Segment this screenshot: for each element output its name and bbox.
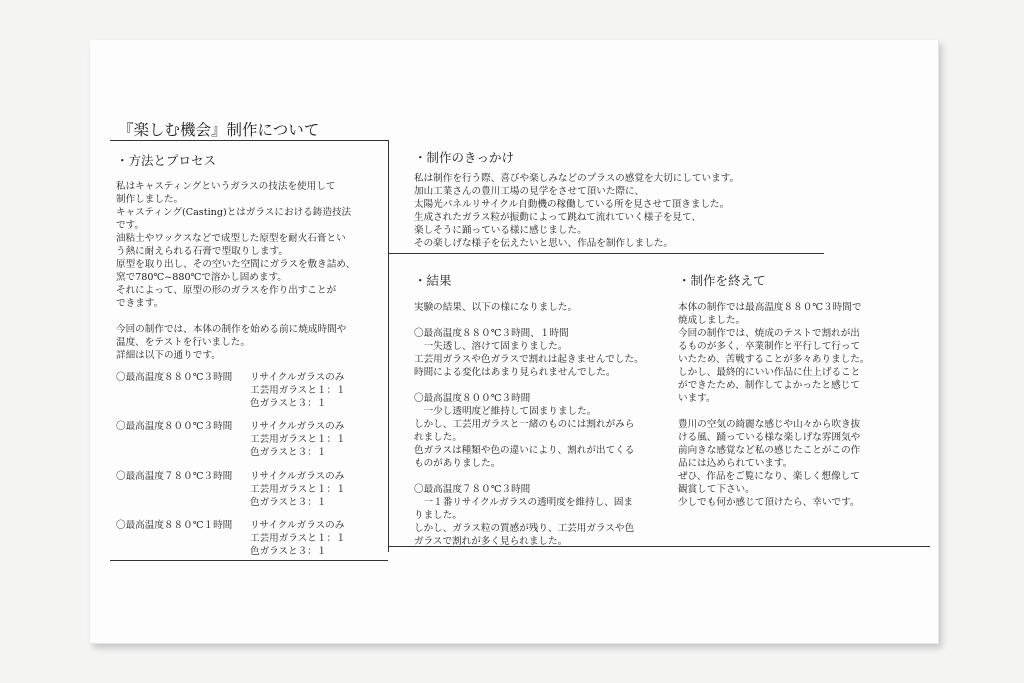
test-item: 工芸用ガラスと１：１ [250, 434, 346, 445]
test-item: 工芸用ガラスと１：１ [250, 533, 346, 544]
conclusion-body: 本体の制作では最高温度８８０℃３時間で 焼成しました。 今回の制作では、焼成のテストで割れが出 るものが多く、卒業制作と平行して行って いたため、苦戦することが多々ありました。 しかし、最終的にいい作品に仕上げること ができたため、制作してよかったと感じて います。 豊川の空気の綺麗な感じや山々から吹き抜 ける風、踊っている様な楽しげな雰囲気や 前向きな感覚など私の感じたことがこの作 品には込められています。 ぜひ、作品をご覧になり、楽しく想像して 観賞して下さい。 少しでも何か感じて頂けたら、幸いです。 [678, 302, 870, 508]
test-label: 〇最高温度７８０℃３時間 [116, 471, 233, 482]
bottom-divider-left [110, 560, 388, 561]
test-item: 色ガラスと３：１ [250, 546, 327, 557]
title-underline [110, 140, 388, 141]
test-item: 工芸用ガラスと１：１ [250, 484, 346, 495]
page-title: 『楽しむ機会』制作について [118, 121, 320, 139]
test-label: 〇最高温度８００℃３時間 [116, 421, 233, 432]
test-item: 工芸用ガラスと１：１ [250, 385, 346, 396]
test-item: 色ガラスと３：１ [250, 497, 327, 508]
test-item: リサイクルガラスのみ [250, 520, 345, 531]
result-body: 実験の結果、以下の様になりました。 〇最高温度８８０℃３時間、１時間 一失透し、溶けて固まりました。 工芸用ガラスや色ガラスで割れは起きませんでした。 時間による変化はあまり見られませんでした。 〇最高温度８００℃３時間 一少し透明度ど維持して固まりました。 しかし、工芸用ガラスと一緒のものには割れがみら れました。 色ガラスは種類や色の違いにより、割れが出てくる ものがありました。 〇最高温度７８０℃３時間 一１番リサイクルガラスの透明度を維持し、固ま りました。 しかし、ガラス粒の質感が残り、工芸用ガラスや色 ガラスで割れが多く見られました。 [414, 302, 644, 547]
method-body: 私はキャスティングというガラスの技法を使用して 制作しました。 キャスティング(Casting)とはガラスにおける鋳造技法 です。 油粘土やワックスなどで成型した原型を耐火石膏とい う熱に耐えられる石膏で型取りします。 原型を取り出し、その空いた空間にガラスを敷き詰め、 窯で780℃~880℃で溶かし固めます。 それによって、原型の形のガラスを作り出すことが できます。 今回の制作では、本体の制作を始める前に焼成時間や 温度、をテストを行いました。 詳細は以下の通りです。 [116, 181, 356, 361]
test-label: 〇最高温度８８０℃３時間 [116, 372, 233, 383]
test-item: リサイクルガラスのみ [250, 372, 345, 383]
test-label: 〇最高温度８８０℃１時間 [116, 520, 233, 531]
conclusion-heading: ・制作を終えて [678, 273, 766, 288]
test-item: 色ガラスと３：１ [250, 398, 327, 409]
column-divider-left [388, 140, 389, 552]
method-heading: ・方法とプロセス [116, 153, 217, 168]
trigger-heading: ・制作のきっかけ [414, 150, 515, 165]
test-item: リサイクルガラスのみ [250, 421, 345, 432]
test-item: リサイクルガラスのみ [250, 471, 345, 482]
trigger-body: 私は制作を行う際、喜びや楽しみなどのプラスの感覚を大切にしています。 加山工業さんの豊川工場の見学をさせて頂いた際に、 太陽光パネルリサイクル自動機の稼働している所を見させて頂きました。 生成されたガラス粒が振動によって跳ねて流れていく様子を見て、 楽しそうに踊っている様に感じました。 その楽しげな様子を伝えたいと思い、作品を制作しました。 [414, 173, 740, 249]
test-item: 色ガラスと３：１ [250, 447, 327, 458]
result-heading: ・結果 [414, 273, 452, 288]
trigger-underline [388, 253, 824, 254]
